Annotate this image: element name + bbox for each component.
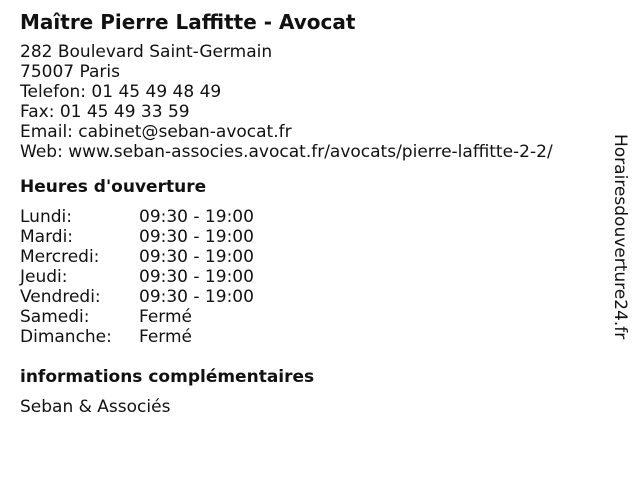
opening-hours-table xyxy=(20,207,600,347)
hours-row-wednesday xyxy=(20,247,600,267)
hours-day: Lundi: xyxy=(20,207,72,227)
hours-row-saturday xyxy=(20,307,600,327)
hours-day: Jeudi: xyxy=(20,267,68,287)
hours-day: Samedi: xyxy=(20,307,90,327)
hours-time: 09:30 - 19:00 xyxy=(139,207,254,227)
phone-number: Telefon: 01 45 49 48 49 xyxy=(20,82,222,102)
hours-row-friday xyxy=(20,287,600,307)
business-card xyxy=(20,10,600,417)
hours-row-thursday xyxy=(20,267,600,287)
hours-time: 09:30 - 19:00 xyxy=(139,287,254,307)
page-title: Maître Pierre Laffitte - Avocat xyxy=(20,10,356,34)
hours-row-monday xyxy=(20,207,600,227)
hours-time: 09:30 - 19:00 xyxy=(139,227,254,247)
hours-time: 09:30 - 19:00 xyxy=(139,267,254,287)
hours-time: 09:30 - 19:00 xyxy=(139,247,254,267)
hours-day: Mercredi: xyxy=(20,247,100,267)
hours-day: Mardi: xyxy=(20,227,74,247)
hours-time: Fermé xyxy=(139,327,193,347)
fax-number: Fax: 01 45 49 33 59 xyxy=(20,102,190,122)
hours-day: Dimanche: xyxy=(20,327,112,347)
website-url: Web: www.seban-associes.avocat.fr/avocats/pierre-laffitte-2-2/ xyxy=(20,142,553,162)
street-address: 282 Boulevard Saint-Germain xyxy=(20,42,273,62)
opening-hours-heading: Heures d'ouverture xyxy=(20,177,207,197)
address-block xyxy=(20,42,600,162)
hours-day: Vendredi: xyxy=(20,287,101,307)
hours-row-sunday xyxy=(20,327,600,347)
hours-row-tuesday xyxy=(20,227,600,247)
email-address: Email: cabinet@seban-avocat.fr xyxy=(20,122,292,142)
city-address: 75007 Paris xyxy=(20,62,120,82)
hours-time: Fermé xyxy=(139,307,193,327)
additional-info-heading: informations complémentaires xyxy=(20,367,315,387)
site-brand-watermark: Horairesdouverture24.fr xyxy=(610,134,630,340)
additional-info-text: Seban & Associés xyxy=(20,397,171,417)
